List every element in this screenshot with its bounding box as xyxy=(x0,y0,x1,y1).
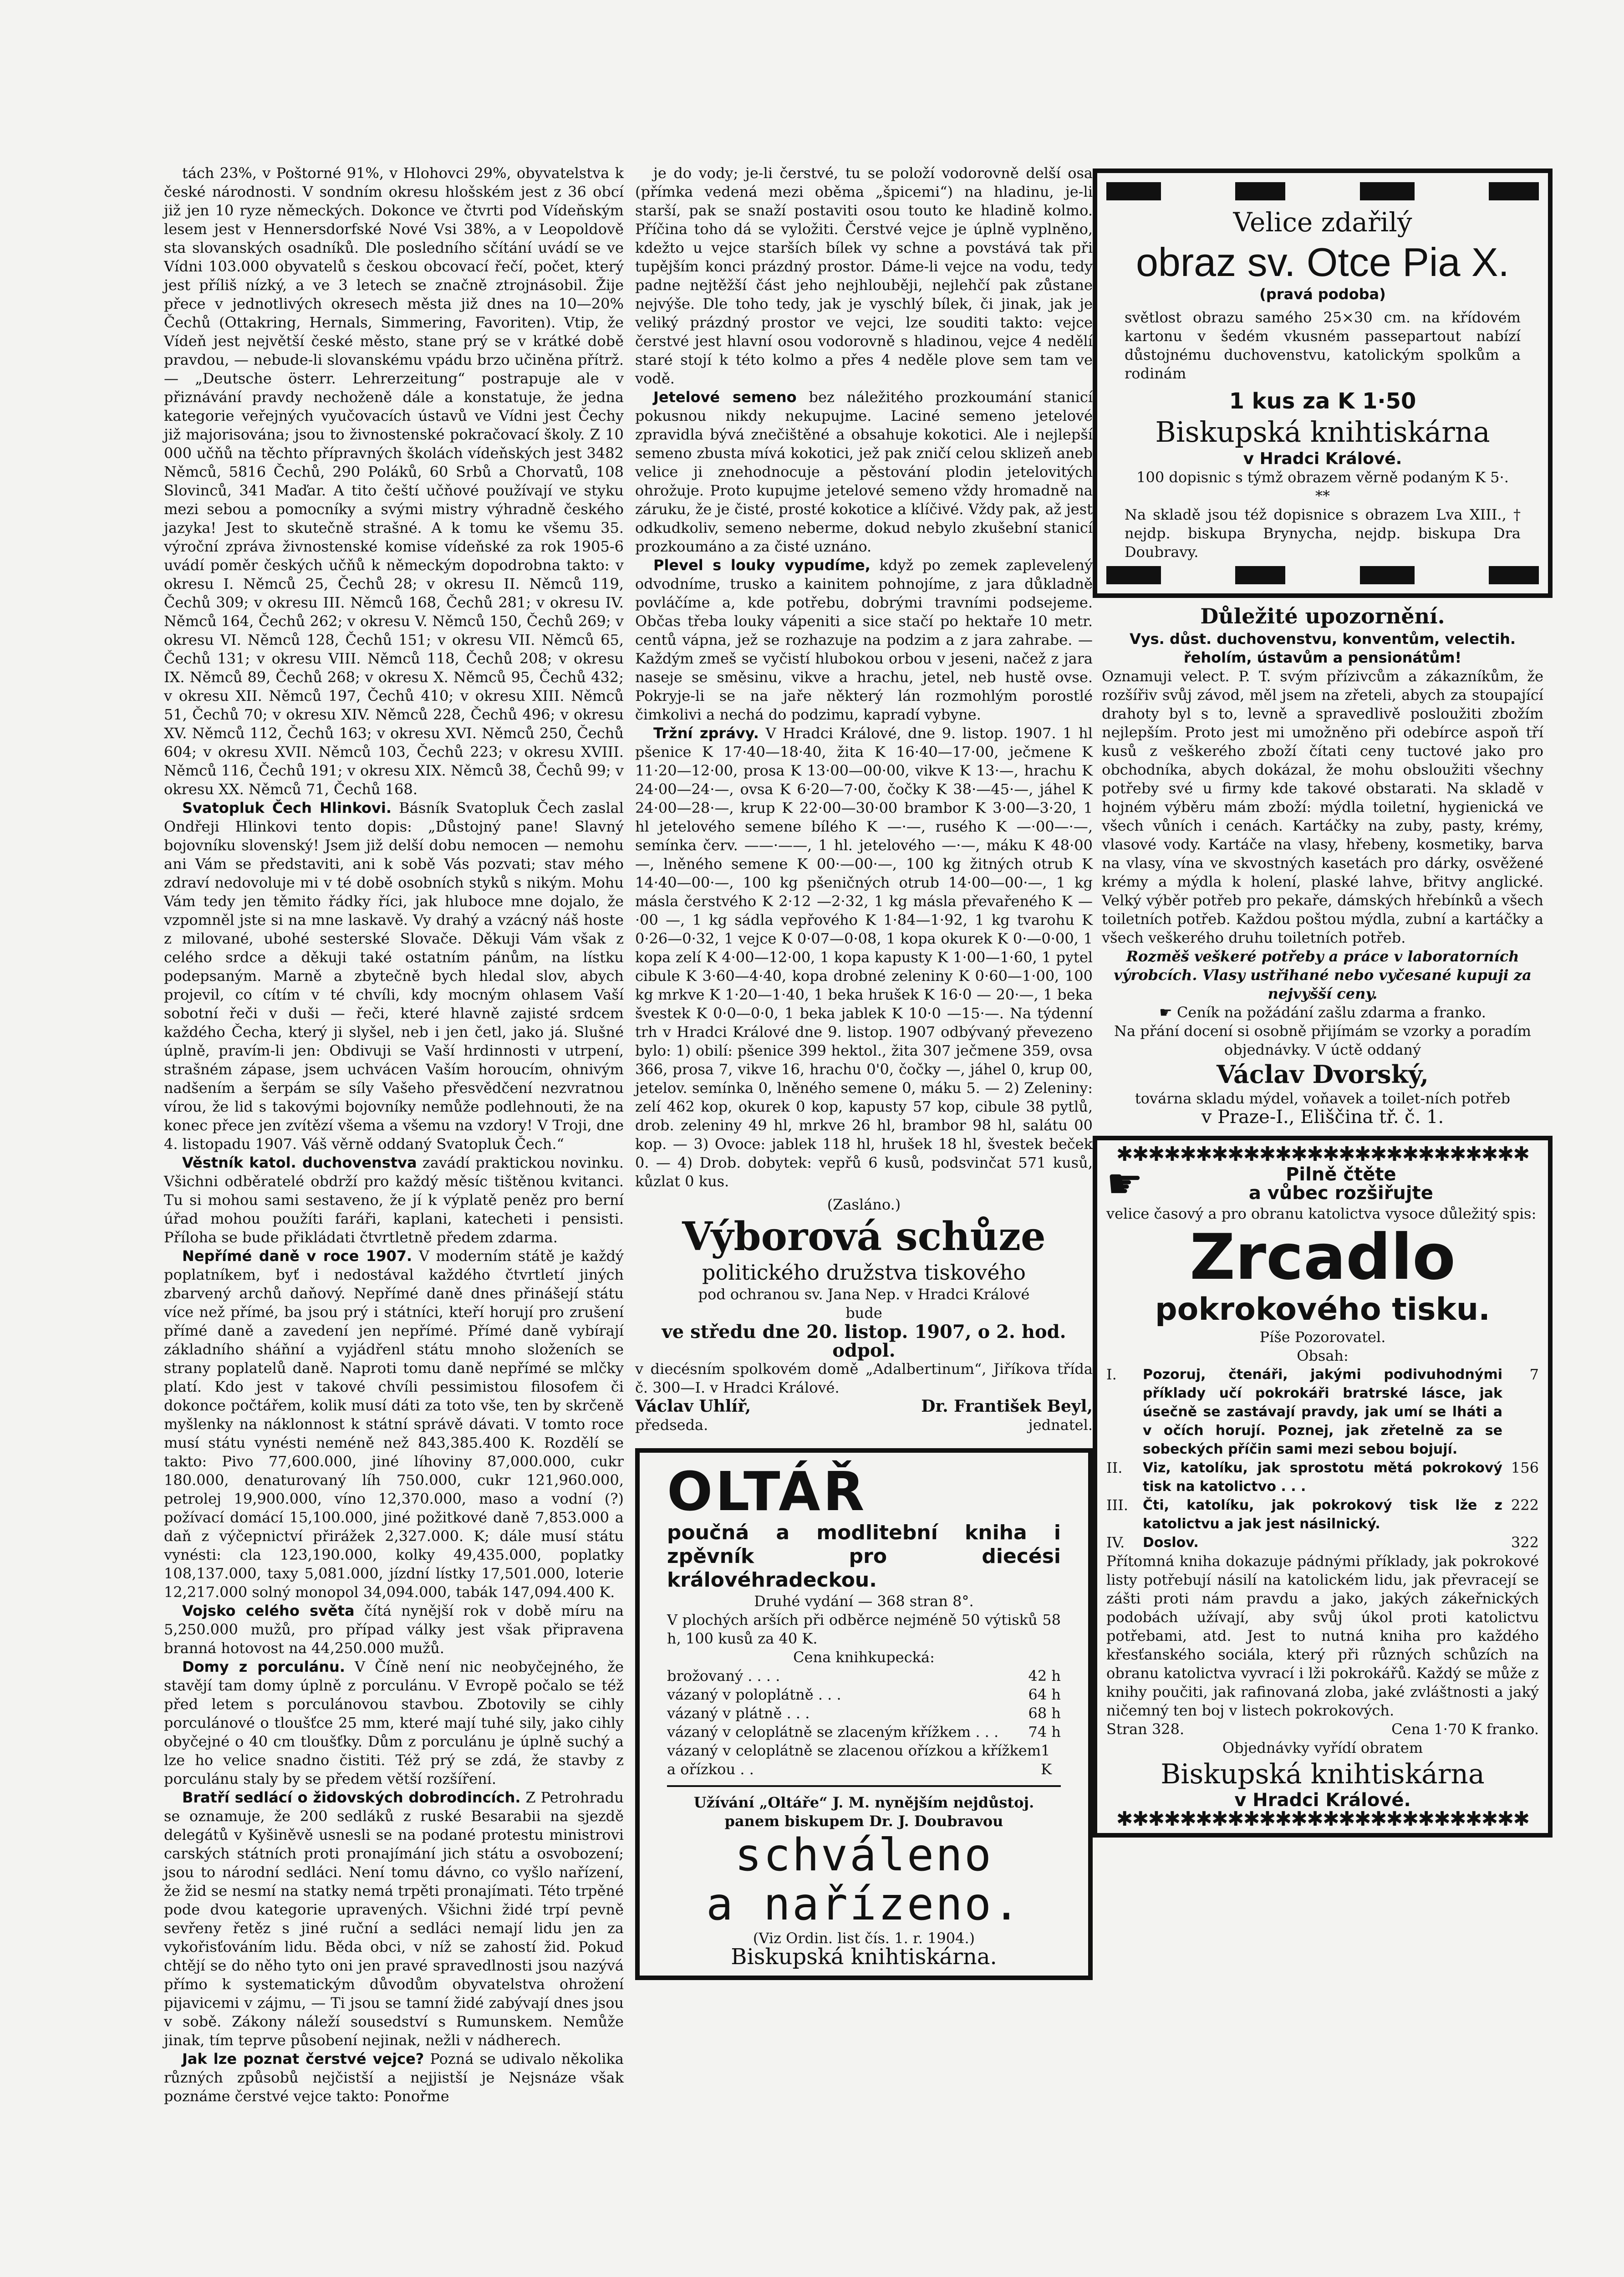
zrcadlo-p3: velice časový a pro obranu katolictva vysoce důležitý spis: xyxy=(1106,1205,1537,1222)
pius-ad xyxy=(1093,168,1553,598)
dvorsky-addr2: v Praze-I., Eliščina tř. č. 1. xyxy=(1201,1107,1444,1128)
oltar-pub: Biskupská knihtiskárna. xyxy=(731,1944,997,1970)
zrcadlo-city: v Hradci Králové. xyxy=(1234,1790,1411,1811)
pius-l7: v Hradci Králové. xyxy=(1243,449,1402,468)
oltar-sub: poučná a modlitební kniha i zpěvník pro diecési královéhradeckou. xyxy=(667,1521,1061,1592)
price-value: 74 h xyxy=(1028,1723,1061,1741)
article-paragraph xyxy=(164,1788,624,2050)
dvorsky-sub: Vys. důst. duchovenstvu, konventům, velectih. řeholím, ústavům a pensionátům! xyxy=(1130,630,1516,666)
article-paragraph xyxy=(164,799,624,1154)
zrcadlo-author: Píše Pozorovatel. xyxy=(1259,1328,1386,1346)
oltar-edition: Druhé vydání — 368 stran 8°. xyxy=(754,1593,974,1610)
article-paragraph xyxy=(635,556,1093,724)
pius-l8: 100 dopisnic s týmž obrazem věrně podaným K 5·. xyxy=(1136,469,1509,486)
price-value: 1 K xyxy=(1041,1742,1052,1778)
price-label: vázaný v celoplátně se zlacenou ořízkou a křížkem a ořízkou . . xyxy=(667,1742,1041,1778)
zrcadlo-toc xyxy=(1106,1365,1539,1552)
article-paragraph xyxy=(164,1247,624,1602)
toc-item xyxy=(1106,1533,1539,1552)
zrcadlo-obsah: Obsah: xyxy=(1297,1347,1349,1364)
pius-l4: světlost obrazu samého 25×30 cm. na křídovém kartonu v šedém vkusném passepartout nabízí důstojnému duchovenstvu, katolickým spolkům a rodinám xyxy=(1125,309,1521,382)
toc-number: III. xyxy=(1106,1496,1129,1514)
article-paragraph xyxy=(164,1602,624,1658)
sig-uhlir-role: předseda. xyxy=(635,1416,708,1434)
article-heading: Tržní zprávy. xyxy=(653,725,759,742)
column-left xyxy=(164,164,624,2106)
star-border-top: ✱✱✱✱✱✱✱✱✱✱✱✱✱✱✱✱✱✱✱✱✱✱✱✱✱✱ xyxy=(1116,1145,1529,1164)
article-text: V Číně není nic neobyčejného, že stavějí tam domy úplně z porculánu. V Evropě počalo se též před letem s porculánovou stavbou. Zbotovily se cihly porculánové o tloušťce 25 mm, které mají tuhé sily, jako cihly obyčejné o 40 cm tloušťky. Dům z porculánu je úplně suchý a lze ho velice snadno čistiti. Též prý se zdá, že stavby z porculánu staly by se předem větší rozšíření. xyxy=(164,1658,624,1787)
pius-l3: (pravá podoba) xyxy=(1259,286,1386,303)
price-value: 68 h xyxy=(1028,1705,1061,1722)
pointing-hand-icon: ☛ xyxy=(1106,1160,1143,1208)
price-row xyxy=(667,1741,1061,1779)
article-heading: Jak lze poznat čerstvé vejce? xyxy=(182,2050,424,2068)
pius-l1: Velice zdařilý xyxy=(1233,207,1412,238)
dvorsky-name: Václav Dvorský, xyxy=(1217,1060,1429,1089)
article-text: Pozná se udivalo několika různých způsobů nejčistší a nejjistší je Nejsnáze však poznáme čerstvé vejce takto: Ponořme xyxy=(164,2050,624,2105)
article-text: V moderním státě je každý poplatníkem, byť i nedostával každého čtvrtletí jiných zbarvený archů daňový. Nepřímé daně dnes přinášejí státu více než přímé, ba jsou prý i státníci, kteří horují pro zrušení přímé daně a zavedení jen nepřímé. Přímé daně vybírají základního sháňní a vyjádřenl státu mnoho složeních se strany poplatelů daně. Naproti tomu daně nepřímé se mlčky platí. Kdo jest v takové chvíli pessimistou filosofem či dokonce počtářem, kolik musí dáti za toto vše, ten by skrčeně myšlenky na náklonnost k státní správě dávati. V tomto roce musí státu vynésti neméně než 843,385.400 K. Rozdělí se takto: Pivo 77,600.000, jiné líhoviny 87,000.000, cukr 180.000, denaturovaný líh 750.000, cukr 121,960.000, petrolej 19,900.000, víno 12,370.000, maso a vodní (?) požívací domácí 15,100.000, jiné požitkové daně 7,853.000 a daň z výčepnictví přirážek 2,327.000. K; dále musí státu vynésti: cla 123,190.000, kolky 49,435.000, poplatky 108,137.000, taxy 5,081.000, jízdní lístky 17,501.000, loterie 12,217.000 solný monopol 34,094.000, tabák 147,094.400 K. xyxy=(164,1247,624,1601)
price-row xyxy=(667,1685,1061,1704)
dvorsky-ital: Rozměš veškeré potřeby a práce v laboratorních výrobcích. Vlasy ustřihané nebo vyčesané kupuji za nejvyšší ceny. xyxy=(1114,948,1532,1002)
toc-title: Pozoruj, čtenáři, jakými podivuhodnými příklady učí pokrokáři bratrské lásce, jak úsečně se zastávají pravdy, jak umí se lháti a v očích horují. Poznej, jak zřetelně za se sobeckých příčin sami mezi sebou bojují. xyxy=(1143,1367,1502,1457)
pius-l6: Biskupská knihtiskárna xyxy=(1155,415,1490,449)
price-row xyxy=(667,1667,1061,1685)
oltar-price-list xyxy=(667,1667,1061,1779)
zrcadlo-sub: pokrokového tisku. xyxy=(1155,1292,1490,1327)
price-value: 42 h xyxy=(1028,1667,1061,1685)
star-border-bottom: ✱✱✱✱✱✱✱✱✱✱✱✱✱✱✱✱✱✱✱✱✱✱✱✱✱✱ xyxy=(1116,1810,1529,1828)
oltar-desc: V plochých arších při odběrce nejméně 50 výtisků 58 h, 100 kusů za 40 K. xyxy=(667,1611,1061,1647)
toc-number: II. xyxy=(1106,1459,1123,1476)
zaslano-label: (Zasláno.) xyxy=(827,1196,901,1213)
oltar-schvaleno: schváleno xyxy=(734,1829,993,1881)
dvorsky-t2: Na přání docení si osobně přijímám se vzorky a poradím objednávky. V úctě oddaný xyxy=(1114,1022,1531,1058)
article-text: když po zemek zaplevelený odvodníme, trusko a kainitem pohnojíme, z jara důkladně povláčíme a, kde potřebu, dobrými travními podsejeme. Občas třeba louky vápeniti a sice stačí po hektaře 10 metr. centů vápna, jež se rozhazuje na podzim a z jara zahrabe. — Každým zmeš se vyčistí hlubokou orbou v jeseni, načež z jara naseje se směsinu, vikve a hrachu, jetel, neb hustě ovse. Pokryje-li se na jaře některý lán rozmohlým porostlé čimkolivi a nechá do podzimu, kapradí vybyne. xyxy=(635,556,1093,723)
toc-number: IV. xyxy=(1106,1534,1125,1551)
dvorsky-cenik xyxy=(1102,1003,1543,1022)
article-heading: Bratří sedlácí o židovských dobrodincích. xyxy=(182,1789,521,1806)
price-label: vázaný v poloplátně . . . xyxy=(667,1686,841,1703)
oltar-ad xyxy=(635,1448,1093,1980)
zrcadlo-title: Zrcadlo xyxy=(1190,1220,1456,1294)
pius-stars: ** xyxy=(1315,487,1330,505)
article-text: Z Petrohradu se oznamuje, že 200 sedláků z ruské Besarabii na sjezdě delegátů v Kyšiněvě usnesli se na podané protestu ministrovi carských státních proti pronajímání jich státu a osvobození; jsou to národní sedláci. Není tomu dávno, co vyšlo nařízení, že žid se nesmí na statky nemá trpěti pronajímati. Této trpěné pode dvou kategorie upravených. Všichni židé trpí pevně sevřeny řetěz s jiné ruční a sedláci nemají lidu jen za vykořisťováním lidu. Běda obci, v níž se zahostí žid. Pokud chtějí se do něho tyto oni jen pravé spravedlnosti jsou nazývá přímo k systematickým důvodům obyvatelstva ohrožení pijavicemi v zájmu, — Ti jsou se tamní židé zabývají dnes jsou v sobě. Zákony náleží sousedství s Rumunskem. Nemůže jinak, tím teprve působení nejinak, nežli v nádherech. xyxy=(164,1789,624,2049)
article-paragraph xyxy=(635,724,1093,1191)
zrcadlo-desc: Přítomná kniha dokazuje pádnými příklady, jak pokrokové listy potřebují násilí na katolickém lidu, jak převracejí se zášti proti nám pravdu a jako, jakých zákeřnických podobách užívají, aby svůj úkol proti katolictvu potřebami, atd. Jest to nutná kniha pro každého křesťanského sociála, který při různých schůzích na obranu katolictva vyvrací i lži pokrokářů. Každý se může z knihy poučiti, jak rafinovaná zloba, jaké zvláštnosti a jaký ničemný ten boj v listech pokrokových. xyxy=(1106,1552,1539,1719)
zrcadlo-ad xyxy=(1093,1136,1553,1838)
zrcadlo-p1: Pilně čtěte xyxy=(1286,1164,1396,1185)
dvorsky-addr1: továrna skladu mýdel, voňavek a toilet-ních potřeb xyxy=(1135,1090,1511,1107)
article-heading: Nepřímé daně v roce 1907. xyxy=(182,1247,412,1265)
oltar-note: Užívání „Oltáře“ J. M. nynějším nejdůstoj. panem biskupem Dr. J. Doubravou xyxy=(693,1794,1034,1830)
price-label: brožovaný . . . . xyxy=(667,1667,780,1685)
article-text: čítá nynější rok v době míru na 5,250.000 mužů, pro případ války jest však připravena branná hotovost na 44,250.000 mužů. xyxy=(164,1602,624,1657)
schuze-place: v diecésním spolkovém domě „Adalbertinum“, Jiříkova třída č. 300—I. v Hradci Králové. xyxy=(635,1360,1093,1396)
article-text: zavádí praktickou novinku. Všichni odběratelé obdrží pro každý měsíc tištěnou kvitanci. Tu si mohou sami sestaveno, že jí k výplatě peněz pro berní úřad mohou použíti faráři, kaplani, katecheti i pensisti. Příloha se bude přikládati čtvrtletně předem zdarma. xyxy=(164,1154,624,1246)
article-heading: Jetelové semeno xyxy=(653,388,797,406)
schuze-title: Výborová schůze xyxy=(682,1214,1046,1260)
article-text: tách 23%, v Poštorné 91%, v Hlohovci 29%, obyvatelstva k české národnosti. V sondním okresu hlošském jest z 36 obcí již jen 10 ryze německých. Dokonce ve čtvrti pod Vídeňským lesem jest v Hennersdorfské Nové Vsi 38%, a v Leopoldově sta slovanských osadníků. Dle posledního sčítání uvádí se ve Vídni 103.000 obyvatelů s českou obcovací řečí, počet, který jest příliš nízký, a ve 3 letech se značně ztrojnásobil. Žije přece v jednotlivých okresech města již dnes na 10—20% Čechů (Ottakring, Hernals, Simmering, Favoriten). Vtip, že Vídeň jest největší české město, stane prý se v krátké době pravdou, — nebude-li slovanskému vpádu brzo učiněna přítrž. — „Deutsche österr. Lehrerzeitung“ postrapuje ale v přiznávání pravdy nechoženě dále a konstatuje, že jedna kategorie veřejných vyučovacích ústavů ve Vídni jest Čechy již majorisována; jsou to živnostenské pokračovací školy. Z 10 000 učňů na těchto přípravných školách vídeňských jest 3482 Němců, 5816 Čechů, 290 Poláků, 60 Srbů a Chorvatů, 108 Slovinců, 341 Maďar. A tito čeští učňové používají ve styku mezi sebou a pomocníky a svými mistry výhradně českého jazyka! Jest to skutečně strašné. A k tomu ke všemu 35. výroční zpráva živnostenské komise vídeňské za rok 1905-6 uvádí poměr českých učňů k německým dopodrobna takto: v okresu I. Němců 25, Čechů 28; v okresu II. Němců 119, Čechů 309; v okresu III. Němců 168, Čechů 281; v okresu IV. Němců 164, Čechů 262; v okresu V. Němců 150, Čechů 269; v okresu VI. Němců 128, Čechů 151; v okresu VII. Němců 65, Čechů 131; v okresu VIII. Němců 118, Čechů 208; v okresu IX. Němců 89, Čechů 268; v okresu X. Němců 95, Čechů 432; v okresu XII. Němců 197, Čechů 410; v okresu XIII. Němců 51, Čechů 70; v okresu XIV. Němců 228, Čechů 496; v okresu XV. Němců 112, Čechů 163; v okresu XVI. Němců 250, Čechů 604; v okresu XVII. Němců 103, Čechů 223; v okresu XVIII. Němců 116, Čechů 191; v okresu XIX. Němců 38, Čechů 99; v okresu XX. Němců 71, Čechů 168. xyxy=(164,164,624,798)
pius-l9: Na skladě jsou též dopisnice s obrazem Lva XIII., † nejdp. biskupa Brynycha, nejdp. biskupa Dra Doubravy. xyxy=(1125,506,1521,561)
oltar-title: OLTÁŘ xyxy=(667,1460,867,1523)
price-value: 64 h xyxy=(1028,1686,1061,1703)
dvorsky-text: Oznamuji velect. P. T. svým přízivcům a zákazníkům, že rozšířiv svůj závod, měl jsem na zřeteli, abych za stoupající drahoty byl s to, levně a spravedlivě posloužiti zbožím nejlepším. Proto jest mi umožněno při odebírce aspoň tří kusů z veškerého zboží čítati ceny tuctové jako pro obchodníka, abych dokázal, že mohu obsloužiti všechny potřeby své u firmy kde takové obstarati. Na skladě v hojném výběru mám zboží: mýdla toiletní, hygienická ve všech vůních i cenách. Kartáčky na zuby, pasty, krémy, vlasové vody. Kartáče na vlasy, hřebeny, kosmetiky, barva na vlasy, vína ve skvostných kasetách pro dárky, osvěžené krémy a mýdla k holení, plaské lahve, břitvy anglické. Velký výběr potřeb pro pekaře, dámských hřebínků a všech toiletních potřeb. Každou poštou mýdla, zubní a kartáčky a všech veškerého druhu toiletních potřeb. xyxy=(1102,668,1543,946)
toc-page: 322 xyxy=(1511,1534,1539,1551)
pius-l2: obraz sv. Otce Pia X. xyxy=(1135,240,1509,285)
schuze-date: ve středu dne 20. listop. 1907, o 2. hod. odpol. xyxy=(662,1321,1066,1361)
pius-l5: 1 kus za K 1·50 xyxy=(1229,388,1416,414)
dvorsky-ad xyxy=(1093,598,1553,1131)
hand-icon: ☛ xyxy=(1159,1004,1177,1021)
dvorsky-cenik-text: Ceník na požádání zašlu zdarma a franko. xyxy=(1176,1004,1486,1021)
sig-beyl-role: jednatel. xyxy=(1028,1416,1093,1434)
article-heading: Plevel s louky vypudíme, xyxy=(653,556,871,574)
toc-item xyxy=(1106,1496,1539,1533)
article-text: V Hradci Králové, dne 9. listop. 1907. 1 hl pšenice K 17·40—18·40, žita K 16·40—17·00, ječmene K 11·20—12·00, prosa K 13·00—00·00, vikve K 13·—, hrachu K 24·00—24·—, ovsa K 6·20—7·00, čočky K 38·—45·—, jáhel K 24·00—28·—, krup K 22·00—30·00 brambor K 3·00—3·20, 1 hl jetelového semene bílého K —·—, rusého K —·00—·—, semínka červ. ——·——, 1 hl. jetelového —·—, máku K 48·00—, lněného semene K 00·—00·—, 100 kg žitných otrub K 14·40—00·—, 100 kg pšeničných otrub 14·00—00·—, 1 kg másla čerstvého K 2·12 —2·32, 1 kg másla převařeného K —·00 —, 1 kg sádla vepřového K 1·84—1·92, 1 kg tvarohu K 0·26—0·32, 1 vejce K 0·07—0·08, 1 kopa okurek K 0·—0·00, 1 kopa zelí K 4·00—12·00, 1 kopa kapusty K 1·00—1·60, 1 pytel cibule K 3·60—4·40, kopa drobné zeleniny K 0·60—1·00, 100 kg mrkve K 1·20—1·40, 1 beka hrušek K 16·0 — 20·—, 1 beka švestek K 0·0—0·0, 1 beka jablek K 10·0 —15·—. Na týdenní trh v Hradci Králové dne 9. listop. 1907 odbývaný převezeno bylo: 1) obilí: pšenice 399 hektol., žita 307 ječmene 359, ovsa 366, prosa 7, vikve 16, hrachu 0'0, čočky —, jáhel 0, krup 00, jetelov. semínka 0, lněného semene 0, máku 5. — 2) Zeleniny: zelí 462 kop, okurek 0 kop, kapusty 57 kop, cibule 38 pytlů, drob. zeleniny 49 hl, mrkve 26 hl, brambor 98 hl, salátu 00 kop. — 3) Ovoce: jablek 118 hl, hrušek 18 hl, švestek beček 0. — 4) Drob. dobytek: vepřů 6 kusů, podsvinčat 571 kusů, kůzlat 0 kus. xyxy=(635,725,1093,1190)
article-heading: Svatopluk Čech Hlinkovi. xyxy=(182,799,392,817)
price-row xyxy=(667,1723,1061,1741)
column-right xyxy=(1093,164,1553,1838)
article-paragraph xyxy=(164,2050,624,2106)
sig-uhlir: Václav Uhlíř, xyxy=(635,1397,751,1416)
sig-beyl: Dr. František Beyl, xyxy=(921,1397,1093,1416)
zrcadlo-price: Cena 1·70 K franko. xyxy=(1391,1721,1539,1738)
oltar-narizeno: a nařízeno. xyxy=(706,1879,1022,1930)
article-text: Básník Svatopluk Čech zaslal Ondřeji Hlinkovi tento dopis: „Důstojný pane! Slavný bojovníku slovenský! Jsem již delší dobu nemocen — nemohu ani Vám se představiti, ani k sobě Vás pozvati; stav mého zdraví nedovoluje mi v té době osobních styků s nikým. Mohu Vám tedy jen těmito řádky říci, jak hluboce mne dojalo, že vzpomněl jste si na mne laskavě. Vy drahý a vzácný náš hoste z milované, ubohé sesterské Slovače. Děkuji Vám však z celého srdce a děkuji také ostatním pánům, na lístku podepsaným. Marně a zbytečně bych hledal slov, abych projevil, co cítím v té chvíli, kdy mocným ohlasem Vaší sobotní řeči v duši — řeči, které hlavně zajisté srdcem každého Čecha, který ji slyšel, neb i jen četl, jako já. Slušné úplně, pravím-li jen: Obdivuji se Vaší hrdinnosti v utrpení, strašném zápase, jsem uchvácen Vaším horoucím, ohnivým nadšením a šerpám se síly Vašeho přesvědčení nezvratnou vírou, že lid s takovými bojovníky nemůže podlehnouti, že na konec přece jen zvítězí všema a všemu na vzdory! V Troji, dne 4. listopadu 1907. Váš věrně oddaný Svatopluk Čech.“ xyxy=(164,799,624,1153)
article-paragraph xyxy=(164,1154,624,1247)
article-text: je do vody; je-li čerstvé, tu se položí vodorovně delší osa (přímka vedená mezi oběma „špicemi“) na hladinu, je-li starší, pak se snaží postaviti osou touto ke hladině kolmo. Příčina toho dá se vyložiti. Čerstvé vejce je úplně vyplněno, kdežto u vejce starších bílek vy schne a povstává tak při tupějším konci prázdný prostor. Dáme-li vejce na vodu, tedy padne nejtěžší část jeho nejhlouběji, nejlehčí pak zůstane nejvýše. Dle toho tedy, jak je vyschlý bílek, či jinak, jak je veliký prázdný prostor ve vejci, lze souditi takto: vejce čerstvé jest hlavní osou vodorovně s hladinou, vejce 4 nedělí staré stojí k této kolmo a přes 4 neděle plove sem tam ve vodě. xyxy=(635,164,1093,387)
toc-number: I. xyxy=(1106,1366,1117,1383)
toc-title: Viz, katolíku, jak sprostotu mětá pokrokový tisk na katolictvo . . . xyxy=(1143,1460,1502,1495)
zrcadlo-p2: a vůbec rozšiřujte xyxy=(1248,1183,1433,1204)
toc-title: Čti, katolíku, jak pokrokový tisk lže z katolictvu a jak jest násilnický. xyxy=(1143,1497,1502,1532)
oltar-foot: (Viz Ordin. list čís. 1. r. 1904.) xyxy=(753,1930,975,1947)
zrcadlo-pages: Stran 328. xyxy=(1106,1721,1185,1738)
toc-item xyxy=(1106,1365,1539,1459)
article-paragraph xyxy=(164,1658,624,1788)
zrcadlo-pub: Biskupská knihtiskárna xyxy=(1161,1758,1485,1790)
toc-page: 222 xyxy=(1511,1496,1539,1514)
toc-title: Doslov. xyxy=(1143,1535,1199,1551)
oltar-cena: Cena knihkupecká: xyxy=(793,1649,935,1666)
toc-page: 7 xyxy=(1529,1366,1539,1383)
article-text: bez náležitého prozkoumání stanicí pokusnou nikdy nekupujme. Laciné semeno jetelové zpravidla bývá znečištěné a obsahuje kokotici. Ale i nejlepší semeno zbusta mívá kokotici, jež pak zničí celou sklizeň aneb velice ji znehodnocuje a pěstování plodin jetelovitých ohrožuje. Proto kupujme jetelové semeno vždy hromadně na záruku, že je čisté, prosté kokotice a klíčivé. Vždy pak, až jest odkudkoliv, semeno neberme, dokud nebylo zkušební stanicí prozkoumáno a za čisté uznáno. xyxy=(635,388,1093,555)
column-middle xyxy=(635,164,1093,1980)
toc-page: 156 xyxy=(1511,1459,1539,1476)
zrcadlo-order: Objednávky vyřídí obratem xyxy=(1222,1739,1423,1756)
schuze-sub: politického družstva tiskového xyxy=(702,1260,1026,1285)
article-paragraph xyxy=(164,164,624,799)
dvorsky-title: Důležité upozornění. xyxy=(1200,604,1445,628)
article-paragraph xyxy=(635,388,1093,556)
price-label: vázaný v celoplátně se zlaceným křížkem . . . xyxy=(667,1723,999,1741)
schuze-l1: pod ochranou sv. Jana Nep. v Hradci Králové xyxy=(698,1286,1030,1303)
schuze-l2: bude xyxy=(845,1304,882,1322)
toc-item xyxy=(1106,1459,1539,1496)
article-heading: Vojsko celého světa xyxy=(182,1602,355,1619)
price-row xyxy=(667,1704,1061,1723)
article-paragraph xyxy=(635,164,1093,388)
article-heading: Domy z porculánu. xyxy=(182,1658,345,1675)
article-heading: Věstník katol. duchovenstva xyxy=(182,1154,417,1171)
price-label: vázaný v plátně . . . xyxy=(667,1705,810,1722)
